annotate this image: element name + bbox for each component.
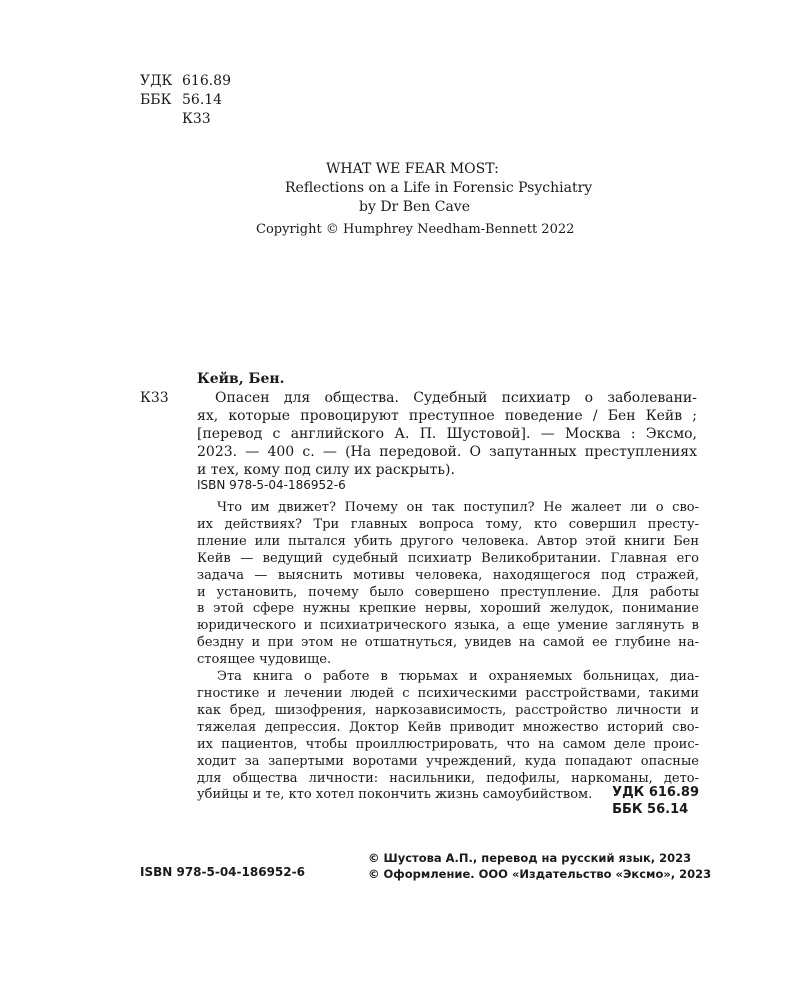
original-by-line: by Dr Ben Cave — [359, 199, 470, 215]
annotation-line: убийцы и те, кто хотел покончить жизнь самоубийством. — [197, 787, 593, 803]
bbk-value: 56.14 — [182, 92, 223, 108]
annotation-line: ходит за запертыми воротами учреждений, куда попадают опасные — [197, 753, 699, 769]
description-line: ях, которые провоцируют преступное поведение / Бен Кейв ; — [197, 408, 697, 424]
annotation — [197, 500, 699, 804]
annotation-line: в этой сфере нужны крепкие нервы, хороший желудок, понимание — [197, 601, 699, 617]
annotation-line: гностике и лечении людей с психическими расстройствами, такими — [197, 685, 699, 701]
udk-bottom: УДК 616.89 — [612, 785, 699, 800]
annotation-line: Кейв — ведущий судебный психиатр Великобритании. Главная его — [197, 550, 699, 566]
bbk-label: ББК — [140, 92, 172, 108]
udk-label: УДК — [140, 73, 173, 89]
description-line: [перевод с английского А. П. Шустовой]. — Москва : Эксмо, — [197, 426, 697, 442]
classification-codes — [140, 72, 231, 129]
annotation-line: и установить, почему было совершено преступление. Для работы — [197, 584, 699, 600]
russian-copyright — [368, 850, 711, 882]
description-line: Опасен для общества. Судебный психиатр о заболевани- — [215, 390, 697, 406]
author-sign-top: К33 — [182, 111, 211, 127]
description-line: 2023. — 400 с. — (На передовой. О запутанных преступлениях — [197, 444, 697, 460]
copyright-design: © Оформление. ООО «Издательство «Эксмо», 2023 — [368, 867, 712, 881]
annotation-line: юридического и психиатрического языка, а еще умение заглянуть в — [197, 618, 699, 634]
annotation-line: для общества личности: насильники, педофилы, наркоманы, дето- — [197, 770, 699, 786]
isbn-record: ISBN 978-5-04-186952-6 — [197, 478, 346, 492]
original-copyright: Copyright © Humphrey Needham-Bennett 2022 — [256, 222, 575, 237]
annotation-line: их пациентов, чтобы проиллюстрировать, что на самом деле проис- — [197, 736, 699, 752]
original-title: WHAT WE FEAR MOST: — [326, 161, 499, 177]
annotation-line: Что им движет? Почему он так поступил? Не жалеет ли о сво- — [217, 500, 699, 515]
annotation-line: пление или пытался убить другого человека. Автор этой книги Бен — [197, 533, 699, 549]
annotation-line: как бред, шизофрения, наркозависимость, расстройство личности и — [197, 702, 699, 718]
annotation-line: их действиях? Три главных вопроса тому, кто совершил престу- — [197, 516, 699, 532]
copyright-translation: © Шустова А.П., перевод на русский язык, 2023 — [368, 851, 692, 865]
bibliographic-description — [197, 389, 697, 479]
original-subtitle: Reflections on a Life in Forensic Psychiatry — [285, 180, 593, 196]
author-heading: Кейв, Бен. — [197, 371, 285, 387]
bottom-classification — [612, 784, 699, 818]
annotation-line: Эта книга о работе в тюрьмах и охраняемых больницах, диа- — [217, 669, 699, 685]
isbn-footer: ISBN 978-5-04-186952-6 — [140, 865, 305, 879]
annotation-line: тяжелая депрессия. Доктор Кейв приводит множество историй сво- — [197, 719, 699, 735]
annotation-line: стоящее чудовище. — [197, 652, 332, 668]
udk-value: 616.89 — [182, 73, 231, 89]
description-line: и тех, кому под силу их раскрыть). — [197, 462, 455, 478]
author-sign: К33 — [140, 390, 169, 406]
annotation-line: задача — выяснить мотивы человека, находящегося под стражей, — [197, 567, 699, 583]
bbk-bottom: ББК 56.14 — [612, 802, 689, 817]
annotation-line: бездну и при этом не отшатнуться, увидев на самой ее глубине на- — [197, 635, 699, 651]
